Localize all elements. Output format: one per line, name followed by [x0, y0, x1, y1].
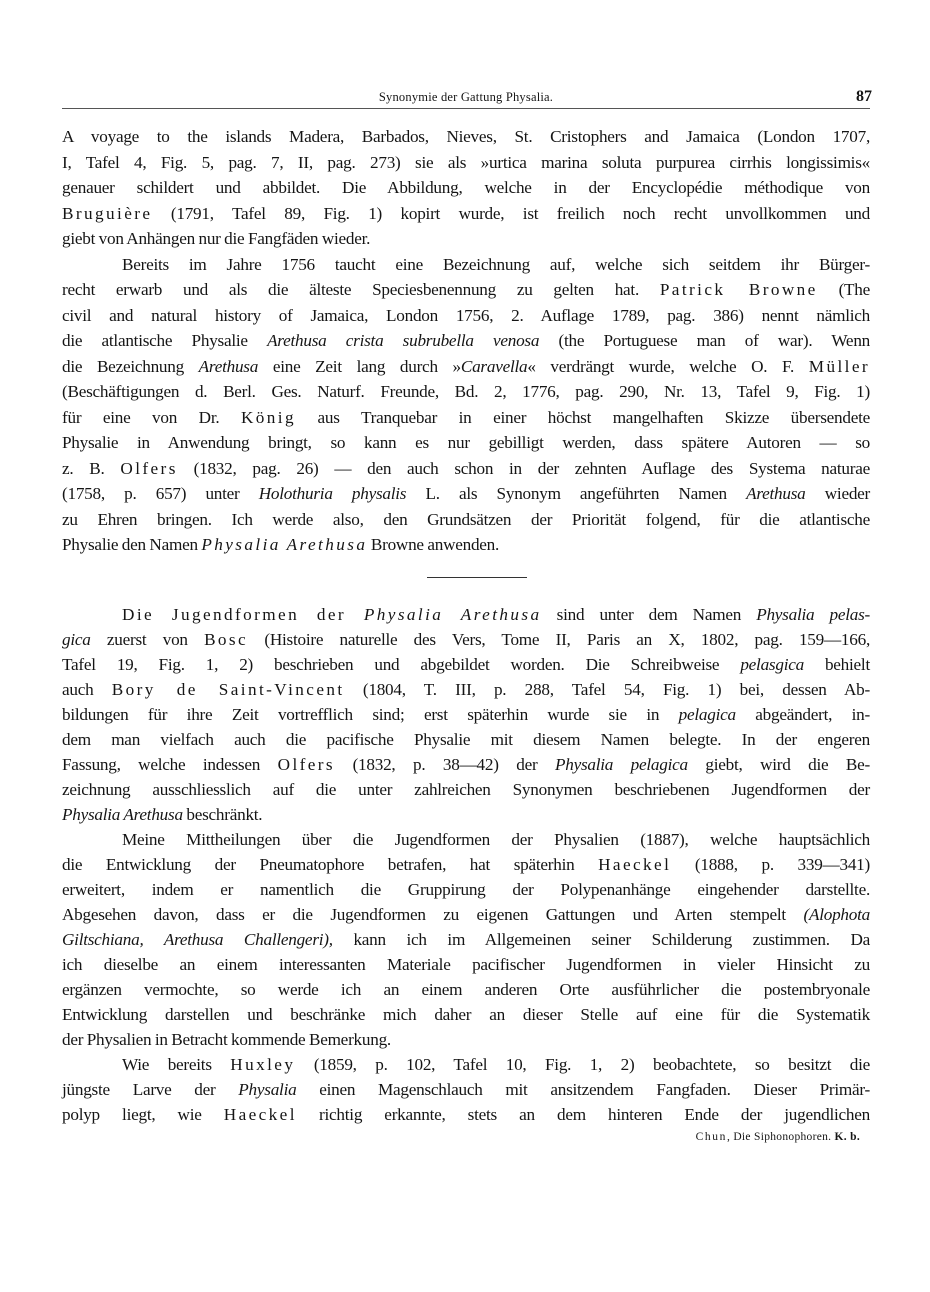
footer-title: , Die Siphonophoren.	[726, 1130, 835, 1143]
italic-term: Arethusa crista subrubella venosa	[267, 331, 540, 350]
author-name: König	[240, 407, 296, 427]
author-name: Bosc	[204, 629, 249, 649]
text-run: Wie bereits	[122, 1054, 231, 1074]
text-run: « verdrängt wurde, welche O. F.	[527, 356, 809, 376]
text-run: die Bezeichnung	[62, 356, 199, 376]
text-run: polyp liegt, wie	[62, 1104, 224, 1124]
text-line	[62, 303, 870, 329]
text-run: der Physalien in Betracht kommende Bemerkung.	[62, 1029, 391, 1049]
text-run: Browne anwenden.	[367, 535, 500, 554]
text-run: genauer schildert und abbildet. Die Abbildung, welche in der Encyclopédie méthodique von	[62, 178, 870, 197]
text-line	[62, 1102, 870, 1127]
text-line	[62, 507, 870, 533]
italic-term: Physalia pelagica	[554, 754, 688, 774]
running-title: Synonymie der Gattung Physalia.	[378, 90, 554, 104]
text-line	[62, 677, 870, 702]
italic-term: Physalia pelas-	[756, 604, 871, 624]
text-run: zeichnung ausschliesslich auf die unter zahlreichen Synonymen beschriebenen Jugendformen der	[62, 779, 870, 799]
text-line	[62, 379, 870, 405]
paragraph	[62, 124, 870, 252]
text-run: ergänzen vermochte, so werde ich an einem anderen Orte ausführlicher die postembryonale	[62, 979, 870, 999]
text-run: (1758, p. 657) unter	[62, 484, 259, 503]
text-column	[62, 124, 870, 1145]
text-line	[62, 1077, 870, 1102]
text-run: giebt, wird die Be-	[687, 754, 870, 774]
text-run: (1832, p. 38—42) der	[335, 754, 555, 774]
paragraph	[62, 602, 870, 827]
text-line	[62, 481, 870, 507]
text-run: Bereits im Jahre 1756 taucht eine Bezeichnung auf, welche sich seitdem ihr Bürger-	[122, 254, 870, 274]
footer-signature: K. b.	[834, 1130, 860, 1143]
text-run: die Entwicklung der Pneumatophore betrafen, hat späterhin	[62, 854, 599, 874]
text-line	[62, 602, 870, 627]
text-line	[62, 1027, 870, 1052]
text-line	[62, 852, 870, 877]
text-run: (The	[817, 280, 871, 299]
text-run: civil and natural history of Jamaica, London 1756, 2. Auflage 1789, pag. 386) nennt nämlich	[62, 305, 870, 325]
text-line	[62, 627, 870, 652]
text-run: erweitert, indem er namentlich die Gruppirung der Polypenanhänge eingehender darstellte.	[62, 879, 870, 899]
text-run: recht erwarb und als die älteste Speciesbenennung zu gelten hat.	[62, 280, 660, 299]
text-run: Physalie den Namen	[62, 535, 202, 554]
text-run: Meine Mittheilungen über die Jugendformen der Physalien (1887), welche hauptsächlich	[122, 829, 870, 849]
text-line	[62, 175, 870, 201]
text-line	[62, 150, 870, 176]
text-run: jüngste Larve der	[62, 1079, 239, 1099]
text-run: (Beschäftigungen d. Berl. Ges. Naturf. Freunde, Bd. 2, 1776, pag. 290, Nr. 13, Tafel 9, Fig. 1)	[62, 382, 870, 401]
author-name: Patrick Browne	[659, 280, 818, 299]
footer-author: Chun	[695, 1130, 727, 1143]
text-run: A voyage to the islands Madera, Barbados, Nieves, St. Cristophers and Jamaica (London 1707,	[62, 127, 870, 146]
text-run: für eine von Dr.	[62, 407, 241, 427]
text-run: richtig erkannte, stets an dem hinteren Ende der jugendlichen	[296, 1104, 871, 1124]
paragraph	[62, 827, 870, 1052]
text-line	[62, 802, 870, 827]
text-run: sind unter dem Namen	[541, 604, 757, 624]
text-run: dem man vielfach auch die pacifische Physalie mit diesem Namen belegte. In der engeren	[62, 729, 870, 749]
author-name: Müller	[808, 356, 870, 376]
text-line	[62, 277, 870, 303]
author-name: Olfers	[120, 458, 178, 478]
paragraph	[62, 252, 870, 558]
italic-term: Arethusa	[746, 484, 806, 503]
italic-term: Physalia	[238, 1079, 297, 1099]
text-line	[62, 354, 870, 380]
text-run: eine Zeit lang durch »	[258, 356, 461, 376]
italic-term: (Alophota	[803, 904, 870, 924]
text-run: (the Portuguese man of war). Wenn	[539, 331, 871, 350]
text-run: aus Tranquebar in einer höchst mangelhaften Skizze übersendete	[295, 407, 871, 427]
text-line	[62, 652, 870, 677]
text-line	[62, 727, 870, 752]
text-line	[62, 1052, 870, 1077]
text-line	[62, 532, 870, 558]
text-run: einen Magenschlauch mit ansitzendem Fangfaden. Dieser Primär-	[296, 1079, 870, 1099]
text-run: L. als Synonym angeführten Namen	[406, 484, 747, 503]
text-run: (1804, T. III, p. 288, Tafel 54, Fig. 1) bei, dessen Ab-	[344, 679, 870, 699]
italic-term: pelasgica	[740, 654, 804, 674]
text-line	[62, 927, 870, 952]
text-run: Fassung, welche indessen	[62, 754, 278, 774]
text-run: behielt	[803, 654, 870, 674]
text-run: ich dieselbe an einem interessanten Materiale pacifischer Jugendformen in vieler Hinsicht zu	[62, 954, 870, 974]
italic-term: Arethusa	[198, 356, 259, 376]
text-run: (1832, pag. 26) — den auch schon in der zehnten Auflage des Systema naturae	[177, 458, 871, 478]
text-run: Entwicklung darstellen und beschränke mich daher an dieser Stelle auf eine für die Systematik	[62, 1004, 870, 1024]
text-run: beschränkt.	[182, 804, 263, 824]
section-separator	[427, 577, 527, 578]
author-name: Bruguière	[62, 203, 153, 223]
italic-term: pelagica	[678, 704, 736, 724]
text-run: Tafel 19, Fig. 1, 2) beschrieben und abgebildet worden. Die Schreibweise	[62, 654, 741, 674]
author-name: Haeckel	[223, 1104, 297, 1124]
page-number: 87	[856, 88, 872, 105]
text-run: auch	[62, 679, 112, 699]
text-block-synonymy	[62, 124, 870, 558]
italic-term: Giltschiana, Arethusa Challengeri),	[62, 929, 333, 949]
text-run: kann ich im Allgemeinen seiner Schilderung zustimmen. Da	[332, 929, 871, 949]
text-run: I, Tafel 4, Fig. 5, pag. 7, II, pag. 273) sie als »urtica marina soluta purpurea cirrhis longissimis«	[62, 152, 870, 172]
author-name: Huxley	[230, 1054, 296, 1074]
author-name: Bory de Saint-Vincent	[111, 679, 345, 699]
text-run: giebt von Anhängen nur die Fangfäden wieder.	[62, 229, 371, 248]
text-line	[62, 328, 870, 354]
text-run: (1791, Tafel 89, Fig. 1) kopirt wurde, ist freilich noch recht unvollkommen und	[152, 203, 870, 223]
author-name: Physalia Arethusa	[201, 535, 368, 554]
text-run: (1859, p. 102, Tafel 10, Fig. 1, 2) beobachtete, so besitzt die	[295, 1054, 870, 1074]
header-rule	[62, 108, 870, 109]
text-line	[62, 201, 870, 227]
text-run: bildungen für ihre Zeit vortrefflich sind; erst späterhin wurde sie in	[62, 704, 679, 724]
text-run: Physalie in Anwendung bringt, so kann es nur gebilligt werden, dass spätere Autoren — so	[62, 433, 870, 452]
author-name: Haeckel	[598, 854, 672, 874]
text-run: wieder	[805, 484, 871, 503]
signature-footer	[62, 1129, 870, 1145]
author-name: Olfers	[277, 754, 336, 774]
text-line	[62, 1002, 870, 1027]
text-line	[62, 877, 870, 902]
text-line	[62, 252, 870, 278]
text-line	[62, 702, 870, 727]
text-run: (1888, p. 339—341)	[671, 854, 870, 874]
author-name: Die Jugendformen der	[122, 604, 364, 624]
text-run: z. B.	[62, 458, 121, 478]
text-line	[62, 977, 870, 1002]
italic-term: gica	[62, 629, 91, 649]
paragraph	[62, 1052, 870, 1127]
text-run: die atlantische Physalie	[62, 331, 268, 350]
text-line	[62, 124, 870, 150]
text-run: zuerst von	[90, 629, 205, 649]
text-line	[62, 405, 870, 431]
author-name: Physalia Arethusa	[363, 604, 542, 624]
page-header	[62, 88, 870, 108]
text-run: abgeändert, in-	[735, 704, 870, 724]
text-run: (Histoire naturelle des Vers, Tome II, Paris an X, 1802, pag. 159—166,	[248, 629, 871, 649]
italic-term: Holothuria physalis	[258, 484, 407, 503]
text-line	[62, 456, 870, 482]
text-line	[62, 952, 870, 977]
italic-term: Physalia Arethusa	[62, 804, 183, 824]
italic-term: Caravella	[460, 356, 528, 376]
text-line	[62, 827, 870, 852]
text-line	[62, 752, 870, 777]
text-run: zu Ehren bringen. Ich werde also, den Grundsätzen der Priorität folgend, für die atlantische	[62, 509, 870, 529]
text-line	[62, 902, 870, 927]
text-run: Abgesehen davon, dass er die Jugendformen zu eigenen Gattungen und Arten stempelt	[62, 904, 804, 924]
text-line	[62, 430, 870, 456]
text-line	[62, 226, 870, 252]
text-block-juvenile-forms	[62, 602, 870, 1127]
text-line	[62, 777, 870, 802]
